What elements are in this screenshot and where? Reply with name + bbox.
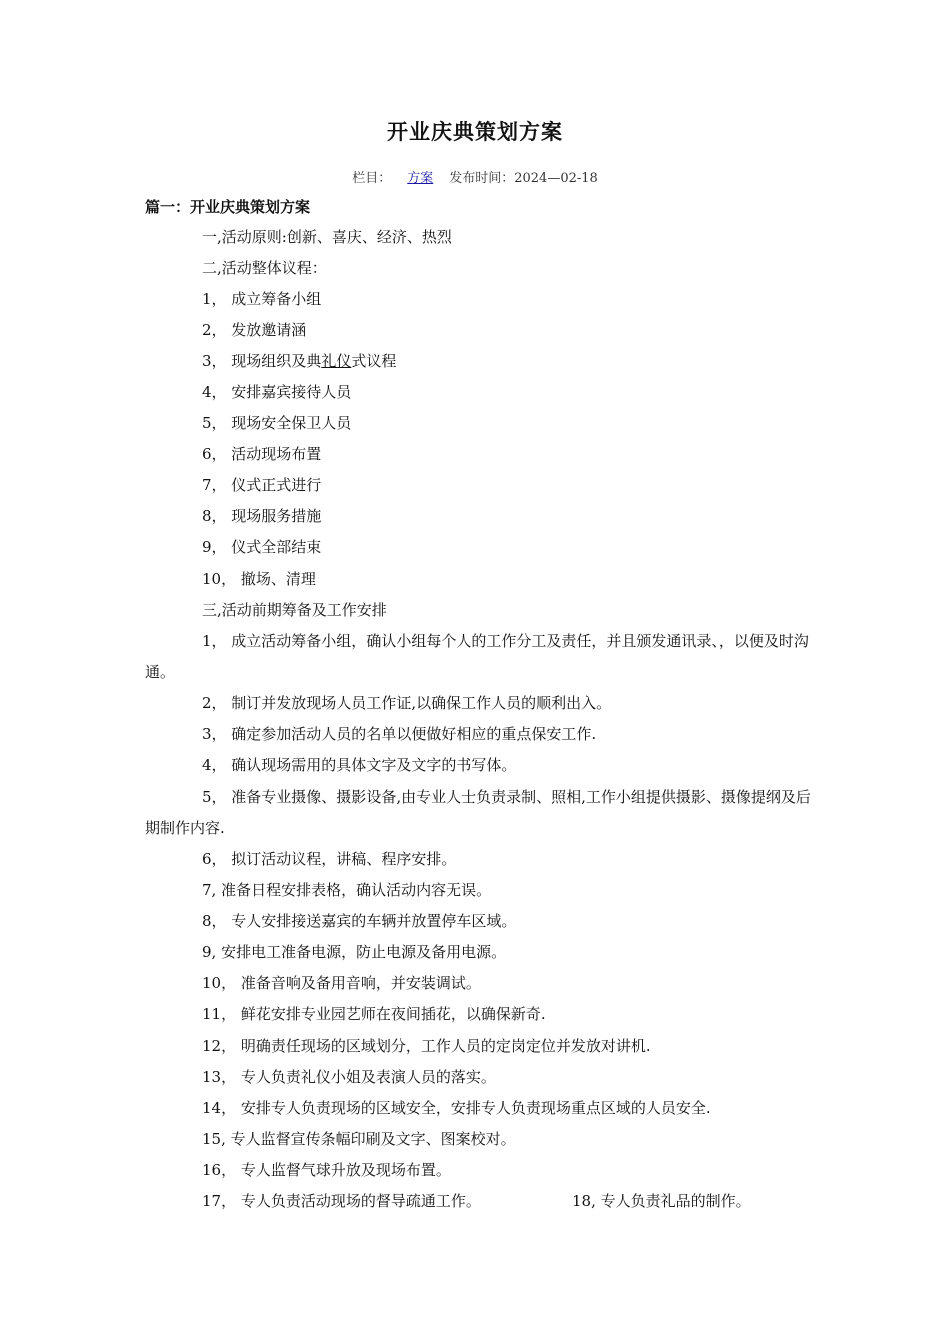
publish-label: 发布时间： — [449, 171, 515, 186]
column-label: 栏目： — [352, 171, 392, 186]
prep-item: 1， 成立活动筹备小组，确认小组每个人的工作分工及责任，并且颁发通讯录、，以便及时沟通。 — [145, 632, 809, 681]
section-prep-title: 三,活动前期筹备及工作安排 — [202, 601, 387, 619]
prep-item: 10， 准备音响及备用音响，并安装调试。 — [202, 974, 481, 992]
prep-item: 13， 专人负责礼仪小姐及表演人员的落实。 — [202, 1068, 496, 1086]
prep-item: 17， 专人负责活动现场的督导疏通工作。 — [202, 1192, 481, 1210]
agenda-item: 7， 仪式正式进行 — [202, 476, 322, 494]
article-heading: 篇一：开业庆典策划方案 — [145, 198, 311, 216]
agenda-item: 3， 现场组织及典礼仪式议程 — [202, 352, 397, 370]
agenda-item: 2， 发放邀请涵 — [202, 321, 307, 339]
prep-item: 6， 拟订活动议程，讲稿、程序安排。 — [202, 850, 457, 868]
prep-item: 11， 鲜花安排专业园艺师在夜间插花，以确保新奇. — [202, 1005, 546, 1023]
prep-item: 15, 专人监督宣传条幅印刷及文字、图案校对。 — [202, 1130, 516, 1148]
underlined-text: 礼仪 — [321, 352, 352, 370]
agenda-item: 10， 撤场、清理 — [202, 570, 316, 588]
agenda-item: 5， 现场安全保卫人员 — [202, 414, 352, 432]
section-agenda-title: 二,活动整体议程： — [202, 259, 327, 277]
prep-item: 12， 明确责任现场的区域划分，工作人员的定岗定位并发放对讲机. — [202, 1037, 651, 1055]
prep-item: 3， 确定参加活动人员的名单以便做好相应的重点保安工作. — [202, 725, 597, 743]
agenda-item: 6， 活动现场布置 — [202, 445, 322, 463]
publish-date: 2024—02-18 — [514, 171, 598, 186]
section-principles: 一,活动原则:创新、喜庆、经济、热烈 — [202, 228, 452, 246]
prep-item: 9, 安排电工准备电源，防止电源及备用电源。 — [202, 943, 507, 961]
prep-item: 18, 专人负责礼品的制作。 — [572, 1192, 751, 1210]
prep-item: 14， 安排专人负责现场的区域安全，安排专人负责现场重点区域的人员安全. — [202, 1099, 711, 1117]
article-meta — [0, 167, 950, 186]
page-title: 开业庆典策划方案 — [387, 120, 563, 144]
column-link[interactable]: 方案 — [407, 171, 434, 186]
prep-item: 16， 专人监督气球升放及现场布置。 — [202, 1161, 451, 1179]
agenda-item: 4， 安排嘉宾接待人员 — [202, 383, 352, 401]
prep-item: 5， 准备专业摄像、摄影设备,由专业人士负责录制、照相,工作小组提供摄影、摄像提纲及后期制作内容. — [145, 788, 811, 837]
agenda-item: 1， 成立筹备小组 — [202, 290, 322, 308]
prep-item: 4， 确认现场需用的具体文字及文字的书写体。 — [202, 756, 517, 774]
prep-item: 2， 制订并发放现场人员工作证,以确保工作人员的顺利出入。 — [202, 694, 612, 712]
prep-item: 8， 专人安排接送嘉宾的车辆并放置停车区域。 — [202, 912, 517, 930]
agenda-item: 8， 现场服务措施 — [202, 507, 322, 525]
prep-item: 7, 准备日程安排表格，确认活动内容无误。 — [202, 881, 492, 899]
agenda-item: 9， 仪式全部结束 — [202, 538, 322, 556]
